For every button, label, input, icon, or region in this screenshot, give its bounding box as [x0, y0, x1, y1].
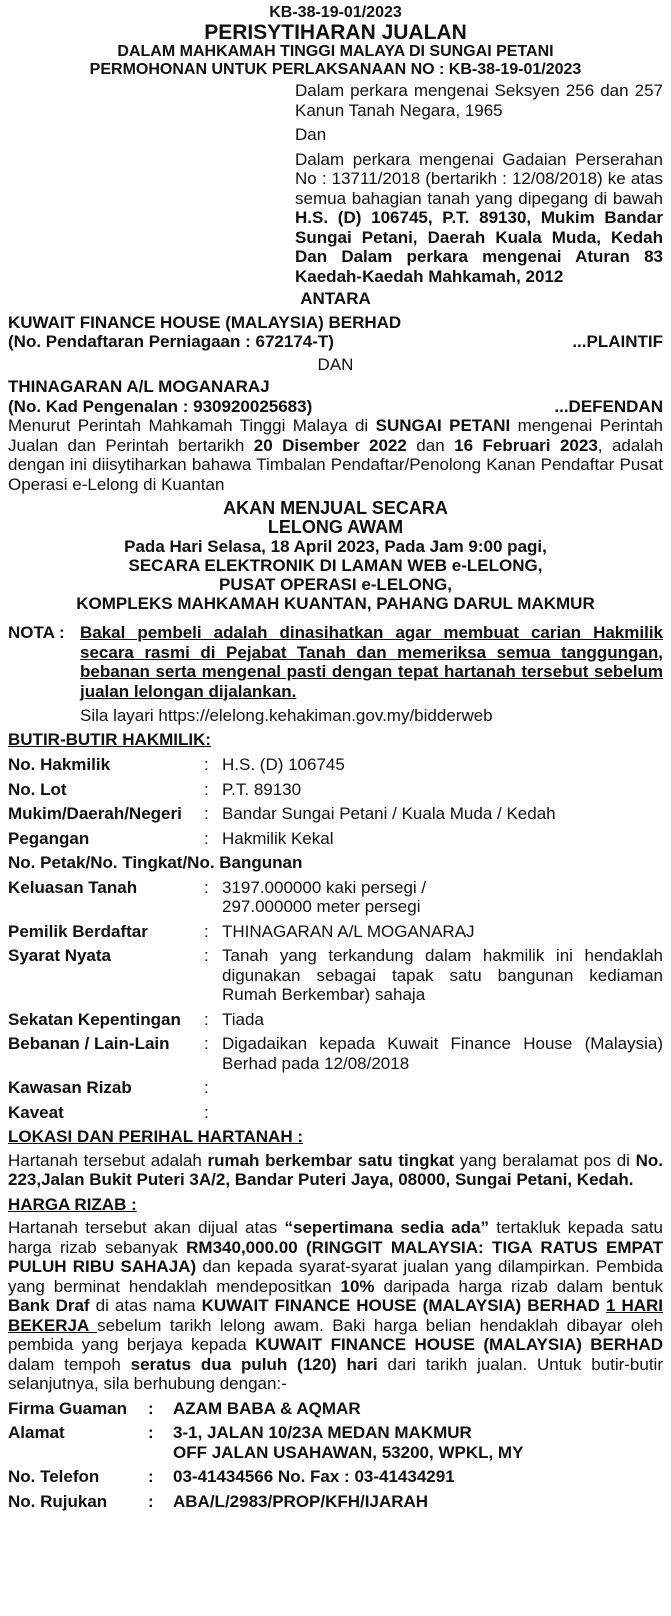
page-title: PERISYTIHARAN JUALAN — [204, 21, 467, 44]
table-row: No. Telefon : 03-41434566 No. Fax : 03-41434291 — [8, 1467, 455, 1486]
contact-table — [8, 1399, 663, 1517]
matter-2-text: Dalam perkara mengenai Gadaian Perserahan No : 13711/2018 (bertarikh : 12/08/2018) ke atas semua bahagian tanah yang dipegang di bawah — [295, 149, 663, 208]
table-row: Kawasan Rizab : — [8, 1078, 209, 1097]
sale-line-2: LELONG AWAM — [267, 517, 404, 537]
butir-heading: BUTIR-BUTIR HAKMILIK: — [8, 729, 212, 749]
table-row: Pegangan : Hakmilik Kekal — [8, 828, 334, 848]
table-row: Alamat : 3-1, JALAN 10/23A MEDAN MAKMUR OFF JALAN USAHAWAN, 53200, WPKL, MY — [8, 1423, 524, 1462]
table-row: Firma Guaman : AZAM BABA & AQMAR — [8, 1398, 361, 1418]
lokasi-paragraph: Hartanah tersebut adalah rumah berkembar satu tingkat yang beralamat pos di No. 223,Jalan Bukit Puteri 3A/2, Bandar Puteri Jaya, 08000, Sungai Petani, Kedah. — [8, 1150, 663, 1189]
table-row: Syarat Nyata : Tanah yang terkandung dalam hakmilik ini hendaklah digunakan sebagai tapak satu bangunan kediaman Rumah Berkembar) sahaja — [8, 946, 663, 1004]
nota-url[interactable]: Sila layari https://elelong.kehakiman.gov.my/bidderweb — [80, 706, 493, 725]
defendant-role: ...DEFENDAN — [554, 396, 663, 416]
table-row: Sekatan Kepentingan : Tiada — [8, 1009, 264, 1029]
lokasi-heading: LOKASI DAN PERIHAL HARTANAH : — [8, 1127, 303, 1146]
plaintiff-role: ...PLAINTIF — [572, 332, 663, 351]
sale-announcement — [8, 499, 663, 613]
sale-line-4: SECARA ELEKTRONIK DI LAMAN WEB e-LELONG, — [128, 556, 543, 575]
table-row: Bebanan / Lain-Lain : Digadaikan kepada Kuwait Finance House (Malaysia) Berhad pada 12/08/2018 — [8, 1034, 663, 1073]
dan-2: DAN — [317, 354, 354, 374]
nota-text: Bakal pembeli adalah dinasihatkan agar membuat carian Hakmilik secara rasmi di Pejabat Tanah dan memeriksa semua tanggungan, bebanan serta mengenal pasti dengan tepat hartanah tersebut sebelum jualan lelongan dijalankan. — [80, 623, 663, 701]
plaintiff-reg: (No. Pendaftaran Perniagaan : 672174-T) — [8, 332, 334, 351]
harga-paragraph: Hartanah tersebut akan dijual atas “sepertimana sedia ada” tertakluk kepada satu harga rizab sebanyak RM340,000.00 (RINGGIT MALAYSIA: TIGA RATUS EMPAT PULUH RIBU SAHAJA) dan kepada syarat-syarat jualan yang dilampirkan. Pembida yang berminat hendaklah mendepositkan 10% daripada harga rizab dalam bentuk Bank Draf di atas nama KUWAIT FINANCE HOUSE (MALAYSIA) BERHAD 1 HARI BEKERJA sebelum tarikh lelong awam. Baki harga belian hendaklah dibayar oleh pembida yang berjaya kepada KUWAIT FINANCE HOUSE (MALAYSIA) BERHAD dalam tempoh seratus dua puluh (120) hari dari tarikh jualan. Untuk butir-butir selanjutnya, sila berhubung dengan:- — [8, 1218, 664, 1393]
court-heading: DALAM MAHKAMAH TINGGI MALAYA DI SUNGAI PETANI — [117, 43, 554, 60]
defendant-ic: (No. Kad Pengenalan : 930920025683) — [8, 396, 313, 416]
dan-1: Dan — [295, 125, 327, 144]
reference-number: KB-38-19-01/2023 — [269, 4, 402, 21]
nota-block — [8, 623, 663, 726]
table-row: Mukim/Daerah/Negeri : Bandar Sungai Petani / Kuala Muda / Kedah — [8, 804, 556, 823]
matter-2-bold: H.S. (D) 106745, P.T. 89130, Mukim Bandar Sungai Petani, Daerah Kuala Muda, Kedah Dan Dalam perkara mengenai Aturan 83 Kaedah-Kaedah Mahkamah, 2012 — [295, 208, 663, 286]
table-row: No. Petak/No. Tingkat/No. Bangunan — [8, 853, 303, 872]
matter-1: Dalam perkara mengenai Seksyen 256 dan 257 Kanun Tanah Negara, 1965 — [295, 81, 663, 120]
sale-line-5: PUSAT OPERASI e-LELONG, — [219, 575, 452, 594]
sale-line-1: AKAN MENJUAL SECARA — [223, 498, 448, 518]
table-row: No. Hakmilik : H.S. (D) 106745 — [8, 755, 345, 774]
sale-line-3: Pada Hari Selasa, 18 April 2023, Pada Jam 9:00 pagi, — [124, 537, 547, 556]
application-heading: PERMOHONAN UNTUK PERLAKSANAAN NO : KB-38-19-01/2023 — [89, 61, 582, 78]
matter-block — [295, 81, 663, 286]
table-row: Kaveat : — [8, 1102, 209, 1122]
defendant-row — [8, 397, 663, 417]
intro-paragraph: Menurut Perintah Mahkamah Tinggi Malaya di SUNGAI PETANI mengenai Perintah Jualan dan Perintah bertarikh 20 Disember 2022 dan 16 Februari 2023, adalah dengan ini diisytiharkan bahawa Timbalan Pendaftar/Penolong Kanan Pendaftar Pusat Operasi e-Lelong di Kuantan — [8, 416, 664, 494]
harga-heading: HARGA RIZAB : — [8, 1194, 137, 1214]
plaintiff-name: KUWAIT FINANCE HOUSE (MALAYSIA) BERHAD — [8, 312, 402, 332]
defendant-name: THINAGARAN A/L MOGANARAJ — [8, 377, 270, 396]
table-row: No. Rujukan : ABA/L/2983/PROP/KFH/IJARAH — [8, 1491, 429, 1511]
butir-table — [8, 755, 663, 1127]
table-row: Keluasan Tanah : 3197.000000 kaki persegi / 297.000000 meter persegi — [8, 877, 427, 916]
antara-label: ANTARA — [300, 289, 371, 308]
table-row: No. Lot : P.T. 89130 — [8, 779, 302, 799]
matter-2 — [295, 150, 663, 287]
plaintiff-row — [8, 332, 663, 352]
table-row: Pemilik Berdaftar : THINAGARAN A/L MOGANARAJ — [8, 921, 475, 941]
nota-label: NOTA : — [8, 623, 65, 642]
sale-line-6: KOMPLEKS MAHKAMAH KUANTAN, PAHANG DARUL MAKMUR — [76, 594, 595, 613]
